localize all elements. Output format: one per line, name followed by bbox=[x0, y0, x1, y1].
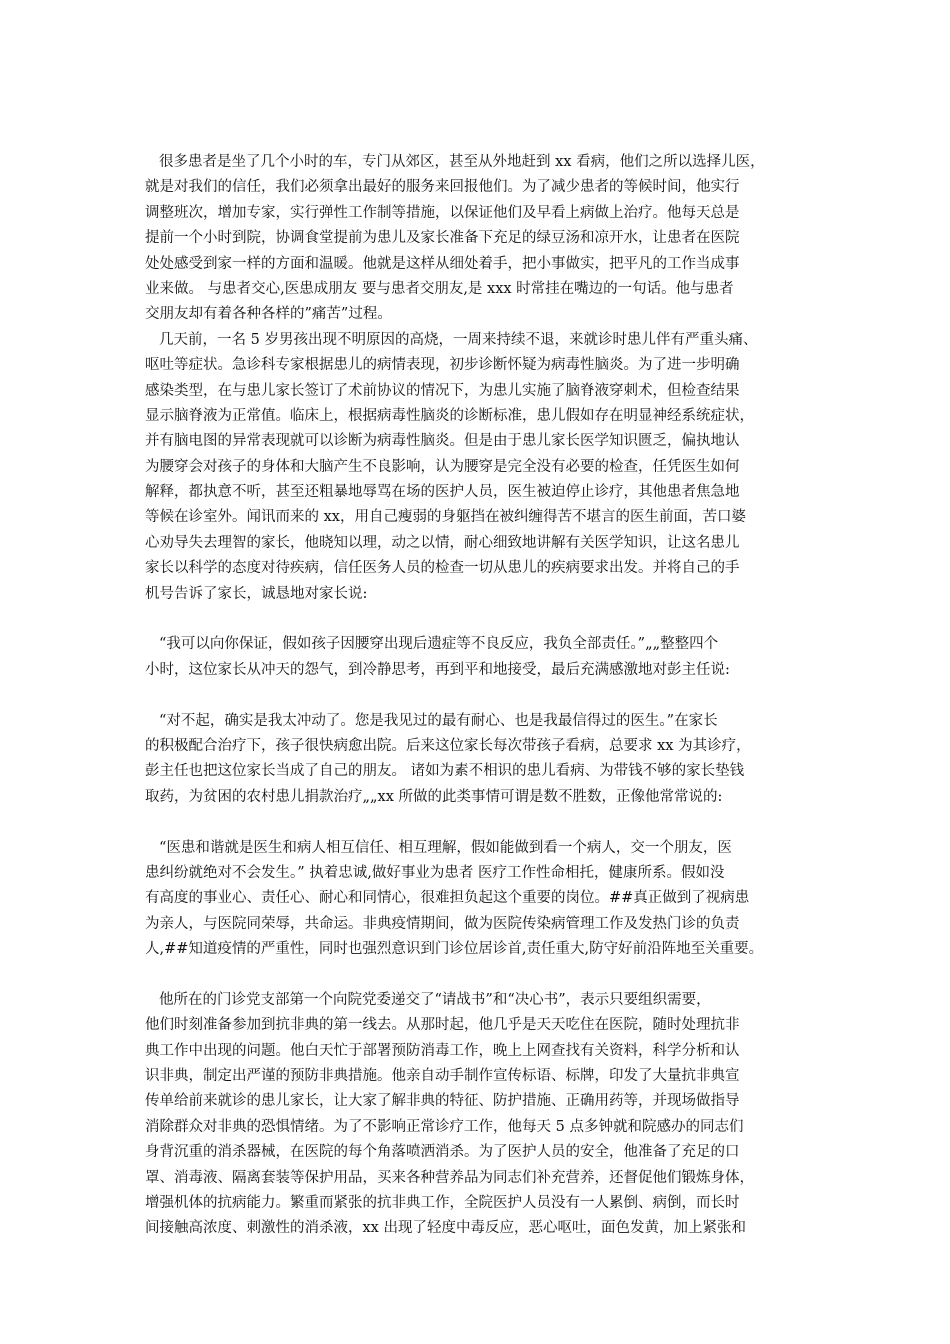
text-line: 他所在的门诊党支部第一个向院党委递交了“请战书”和“决心书”，表示只要组织需要， bbox=[159, 991, 711, 1008]
text-line: “我可以向你保证，假如孩子因腰穿出现后遗症等不良反应，我负全部责任。”„„整整四个 bbox=[159, 636, 719, 653]
text-line: “对不起，确实是我太冲动了。您是我见过的最有耐心、也是我最信得过的医生。”在家长 bbox=[159, 712, 718, 729]
paragraph-spacer bbox=[145, 607, 805, 632]
text-line: 业来做。 与患者交心,医患成朋友 要与患者交朋友,是 xxx 时常挂在嘴边的一句话。他与患者 bbox=[145, 280, 734, 297]
paragraph-6 bbox=[145, 988, 805, 1242]
text-line: 彭主任也把这位家长当成了自己的朋友。 诸如为素不相识的患儿看病、为带钱不够的家长垫钱 bbox=[145, 763, 745, 780]
text-line: 很多患者是坐了几个小时的车，专门从郊区，甚至从外地赶到 xx 看病，他们之所以选择儿医， bbox=[159, 154, 765, 170]
text-line: 感染类型，在与患儿家长签订了术前协议的情况下，为患儿实施了脑脊液穿刺术，但检查结果 bbox=[145, 382, 740, 399]
document-body bbox=[145, 150, 805, 1242]
text-line: 消除群众对非典的恐惧情绪。为了不影响正常诊疗工作，他每天 5 点多钟就和院感办的同志们 bbox=[145, 1118, 744, 1135]
text-line: 就是对我们的信任，我们必须拿出最好的服务来回报他们。为了减少患者的等候时间，他实行 bbox=[145, 179, 740, 196]
text-line: 传单给前来就诊的患儿家长，让大家了解非典的特征、防护措施、正确用药等，并现场做指导 bbox=[145, 1093, 740, 1110]
text-line: 提前一个小时到院，协调食堂提前为患儿及家长准备下充足的绿豆汤和凉开水，让患者在医院 bbox=[145, 230, 740, 247]
text-line: 心劝导失去理智的家长，他晓知以理，动之以情，耐心细致地讲解有关医学知识，让这名患儿 bbox=[145, 534, 740, 551]
paragraph-1 bbox=[145, 150, 805, 328]
text-line: 罩、消毒液、隔离套装等保护用品，买来各种营养品为同志们补充营养，还督促他们锻炼身体， bbox=[145, 1169, 754, 1186]
paragraph-4 bbox=[145, 709, 805, 811]
text-line: 他们时刻准备参加到抗非典的第一线去。从那时起，他几乎是天天吃住在医院，随时处理抗非 bbox=[145, 1017, 740, 1034]
text-line: “医患和谐就是医生和病人相互信任、相互理解，假如能做到看一个病人，交一个朋友，医 bbox=[159, 839, 732, 856]
text-line: 有高度的事业心、责任心、耐心和同情心，很难担负起这个重要的岗位。##真正做到了视病患 bbox=[145, 890, 750, 907]
text-line: 呕吐等症状。急诊科专家根据患儿的病情表现，初步诊断怀疑为病毒性脑炎。为了进一步明确 bbox=[145, 357, 740, 374]
text-line: 为腰穿会对孩子的身体和大脑产生不良影响，认为腰穿是完全没有必要的检查，任凭医生如何 bbox=[145, 458, 740, 475]
text-line: 识非典，制定出严谨的预防非典措施。他亲自动手制作宣传标语、标牌，印发了大量抗非典宣 bbox=[145, 1068, 740, 1085]
paragraph-5 bbox=[145, 836, 805, 963]
paragraph-spacer bbox=[145, 963, 805, 988]
text-line: 身背沉重的消杀器械，在医院的每个角落喷洒消杀。为了医护人员的安全，他准备了充足的口 bbox=[145, 1144, 740, 1161]
text-line: 取药，为贫困的农村患儿捐款治疗„„xx 所做的此类事情可谓是数不胜数，正像他常常说的: bbox=[145, 788, 723, 805]
text-line: 并有脑电图的异常表现就可以诊断为病毒性脑炎。但是由于患儿家长医学知识匮乏，偏执地认 bbox=[145, 433, 740, 450]
text-line: 等候在诊室外。闻讯而来的 xx，用自己瘦弱的身躯挡在被纠缠得苦不堪言的医生前面，苦口婆 bbox=[145, 509, 746, 526]
text-line: 处处感受到家一样的方面和温暖。他就是这样从细处着手，把小事做实，把平凡的工作当成事 bbox=[145, 255, 740, 272]
text-line: 典工作中出现的问题。他白天忙于部署预防消毒工作，晚上上网查找有关资料，科学分析和认 bbox=[145, 1042, 740, 1059]
text-line: 交朋友却有着各种各样的”痛苦”过程。 bbox=[145, 306, 392, 323]
paragraph-3 bbox=[145, 632, 805, 683]
text-line: 小时，这位家长从冲天的怨气，到冷静思考，再到平和地接受，最后充满感激地对彭主任说: bbox=[145, 661, 730, 678]
text-line: 的积极配合治疗下，孩子很快病愈出院。后来这位家长每次带孩子看病，总要求 xx 为其诊疗， bbox=[145, 737, 751, 754]
text-line: 为亲人，与医院同荣辱，共命运。非典疫情期间，做为医院传染病管理工作及发热门诊的负责 bbox=[145, 915, 740, 932]
text-line: 家长以科学的态度对待疾病，信任医务人员的检查一切从患儿的疾病要求出发。并将自己的手 bbox=[145, 560, 740, 577]
text-line: 解释，都执意不听，甚至还粗暴地辱骂在场的医护人员，医生被迫停止诊疗，其他患者焦急地 bbox=[145, 484, 740, 501]
text-line: 增强机体的抗病能力。繁重而紧张的抗非典工作，全院医护人员没有一人累倒、病倒，而长时 bbox=[145, 1195, 740, 1212]
text-line: 显示脑脊液为正常值。临床上，根据病毒性脑炎的诊断标准，患儿假如存在明显神经系统症状， bbox=[145, 407, 754, 424]
text-line: 调整班次，增加专家，实行弹性工作制等措施，以保证他们及早看上病做上治疗。他每天总是 bbox=[145, 204, 740, 221]
text-line: 人,##知道疫情的严重性，同时也强烈意识到门诊位居诊首,责任重大,防守好前沿阵地至关重要。 bbox=[145, 941, 764, 958]
paragraph-2 bbox=[145, 328, 805, 607]
text-line: 间接触高浓度、刺激性的消杀液，xx 出现了轻度中毒反应，恶心呕吐，面色发黄，加上紧张和 bbox=[145, 1220, 746, 1237]
paragraph-spacer bbox=[145, 810, 805, 835]
text-line: 机号告诉了家长，诚恳地对家长说: bbox=[145, 585, 368, 602]
text-line: 患纠纷就绝对不会发生。” 执着忠诚,做好事业为患者 医疗工作性命相托，健康所系。假如没 bbox=[145, 864, 725, 881]
text-line: 几天前，一名 5 岁男孩出现不明原因的高烧，一周来持续不退，来就诊时患儿伴有严重头痛、 bbox=[159, 331, 758, 348]
paragraph-spacer bbox=[145, 683, 805, 708]
